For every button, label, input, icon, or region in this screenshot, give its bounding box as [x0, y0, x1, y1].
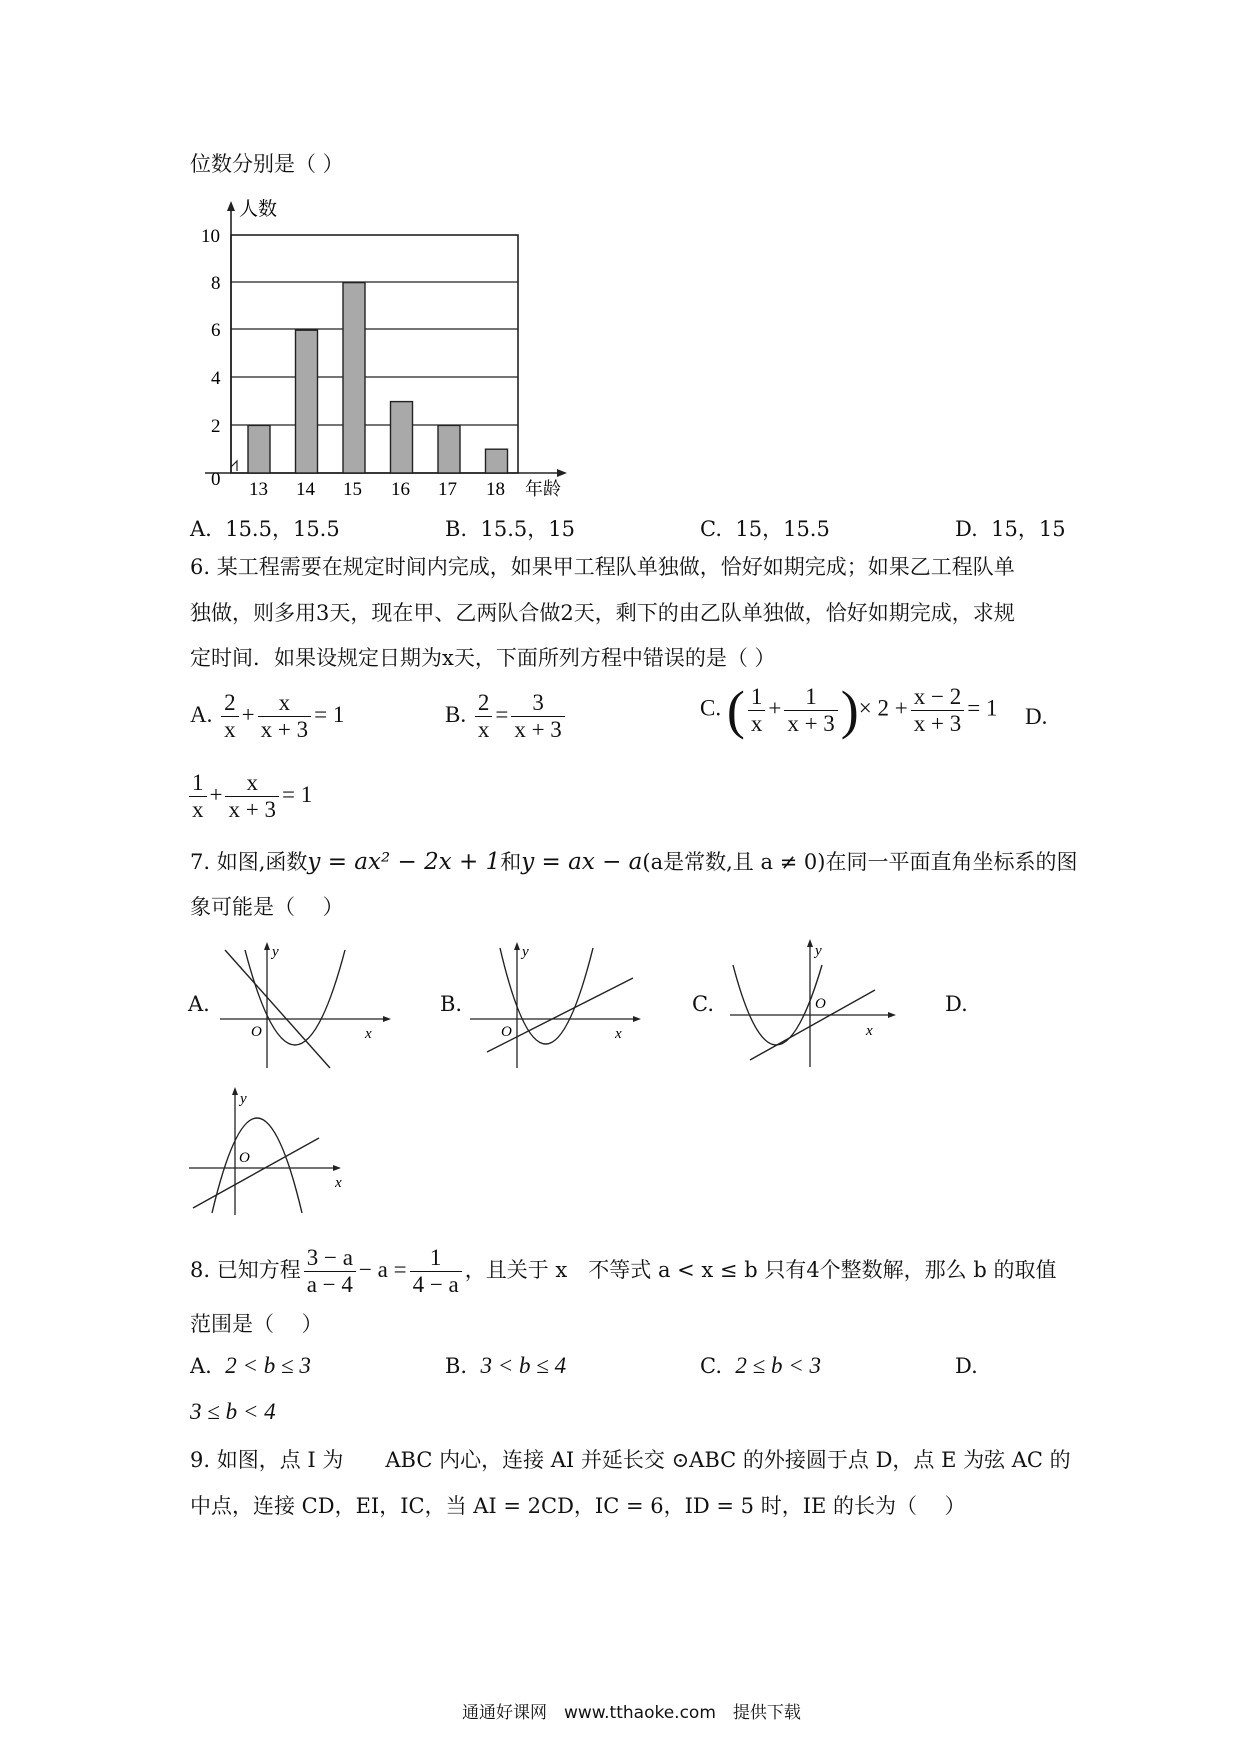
q6-stem-line2: 独做，则多用3天，现在甲、乙两队合做2天，剩下的由乙队单独做，恰好如期完成，求规 — [190, 601, 1015, 625]
svg-text:y: y — [272, 944, 279, 960]
bar — [391, 402, 413, 473]
svg-text:x: x — [615, 1026, 622, 1042]
svg-text:x: x — [365, 1026, 372, 1042]
q7-stem-line1: 7. 如图,函数y = ax² − 2x + 1和y = ax − a(a是常数,且 a ≠ 0)在同一平面直角坐标系的图 — [190, 849, 1078, 875]
x-tick: 14 — [296, 479, 315, 500]
svg-text:x: x — [335, 1175, 342, 1191]
q5-option-d[interactable]: D. 15，15 — [955, 517, 1066, 541]
q9-stem-line1: 9. 如图，点 I 为 ABC 内心，连接 AI 并延长交 ⊙ABC 的外接圆于点 D，点 E 为弦 AC 的 — [190, 1448, 1071, 1472]
x-axis-label: 年龄 — [525, 479, 561, 500]
y-tick: 0 — [211, 469, 221, 490]
q6-option-d[interactable]: $\frac{1}{x}$ + $\frac{x}{x + 3}$ = 1 — [186, 770, 312, 823]
y-axis-label: 人数 — [239, 198, 278, 220]
x-tick: 17 — [438, 479, 457, 500]
svg-text:O: O — [251, 1024, 262, 1040]
bar — [486, 449, 508, 473]
graph-c[interactable] — [725, 935, 905, 1070]
bar — [438, 425, 460, 473]
q6-option-c[interactable]: C. ( $\frac{1}{x}$ + $\frac{1}{x + 3}$ )× 2 + $\frac{x - 2}{x + 3}$ = 1 — [700, 680, 998, 740]
svg-text:O: O — [239, 1150, 250, 1166]
q7-option-a[interactable]: A. — [188, 992, 210, 1016]
q6-stem-line1: 6. 某工程需要在规定时间内完成，如果甲工程队单独做，恰好如期完成；如果乙工程队单 — [190, 555, 1015, 579]
q8-option-b[interactable]: B. 3 < b ≤ 4 — [445, 1353, 567, 1378]
bar — [343, 283, 365, 473]
graph-b[interactable] — [465, 940, 645, 1070]
svg-text:y: y — [815, 943, 822, 959]
svg-text:x: x — [866, 1023, 873, 1039]
x-tick: 13 — [249, 479, 268, 500]
q7-option-c[interactable]: C. — [692, 992, 714, 1016]
q6-option-b[interactable]: B. $\frac{2}{x}$ = $\frac{3}{x + 3}$ — [445, 690, 568, 743]
x-tick: 18 — [486, 479, 505, 500]
svg-text:y: y — [240, 1091, 247, 1107]
q7-stem-line2: 象可能是（ ） — [190, 895, 344, 919]
q8-option-d-letter[interactable]: D. — [955, 1354, 978, 1378]
q6-option-a[interactable]: A. $\frac{2}{x}$ + $\frac{x}{x + 3}$ = 1 — [190, 690, 345, 742]
bar — [296, 330, 318, 473]
y-tick: 6 — [211, 320, 221, 341]
q6-option-d-letter[interactable]: D. — [1025, 704, 1048, 729]
x-tick: 16 — [391, 479, 410, 500]
q5-option-c[interactable]: C. 15，15.5 — [700, 517, 830, 541]
y-tick: 10 — [201, 226, 220, 247]
x-tick: 15 — [343, 479, 362, 500]
q5-stem-tail: 位数分别是（ ） — [190, 152, 344, 176]
q7-option-b[interactable]: B. — [440, 992, 463, 1016]
graph-a[interactable] — [215, 940, 395, 1070]
q8-stem-line2: 范围是（ ） — [190, 1312, 323, 1336]
age-bar-chart — [195, 195, 595, 500]
svg-text:O: O — [501, 1024, 512, 1040]
y-tick: 4 — [211, 368, 221, 389]
svg-text:y: y — [522, 944, 529, 960]
y-tick: 8 — [211, 273, 221, 294]
q8-stem-line1: 8. 已知方程 $\frac{3 - a}{a - 4}$ − a = $\frac{1}{4 - a}$ ，且关于 x 不等式 a < x ≤ b 只有4个整数解，那么 b 的取值 — [190, 1245, 1057, 1297]
q8-option-a[interactable]: A. 2 < b ≤ 3 — [190, 1353, 311, 1378]
q8-option-d[interactable]: 3 ≤ b < 4 — [190, 1399, 276, 1424]
q9-stem-line2: 中点，连接 CD，EI，IC，当 AI = 2CD，IC = 6，ID = 5 时，IE 的长为（ ） — [190, 1494, 966, 1518]
y-tick: 2 — [211, 416, 221, 437]
q7-option-d[interactable]: D. — [945, 992, 968, 1016]
q6-stem-line3: 定时间．如果设规定日期为x天，下面所列方程中错误的是（ ） — [190, 646, 776, 670]
bar — [248, 425, 270, 473]
q5-option-b[interactable]: B. 15.5，15 — [445, 517, 575, 541]
q8-option-c[interactable]: C. 2 ≤ b < 3 — [700, 1353, 822, 1378]
page-footer: 通通好课网 www.tthaoke.com 提供下载 — [462, 1703, 801, 1723]
graph-d[interactable] — [187, 1083, 357, 1218]
q5-option-a[interactable]: A. 15.5，15.5 — [190, 517, 340, 541]
svg-text:O: O — [815, 996, 826, 1012]
